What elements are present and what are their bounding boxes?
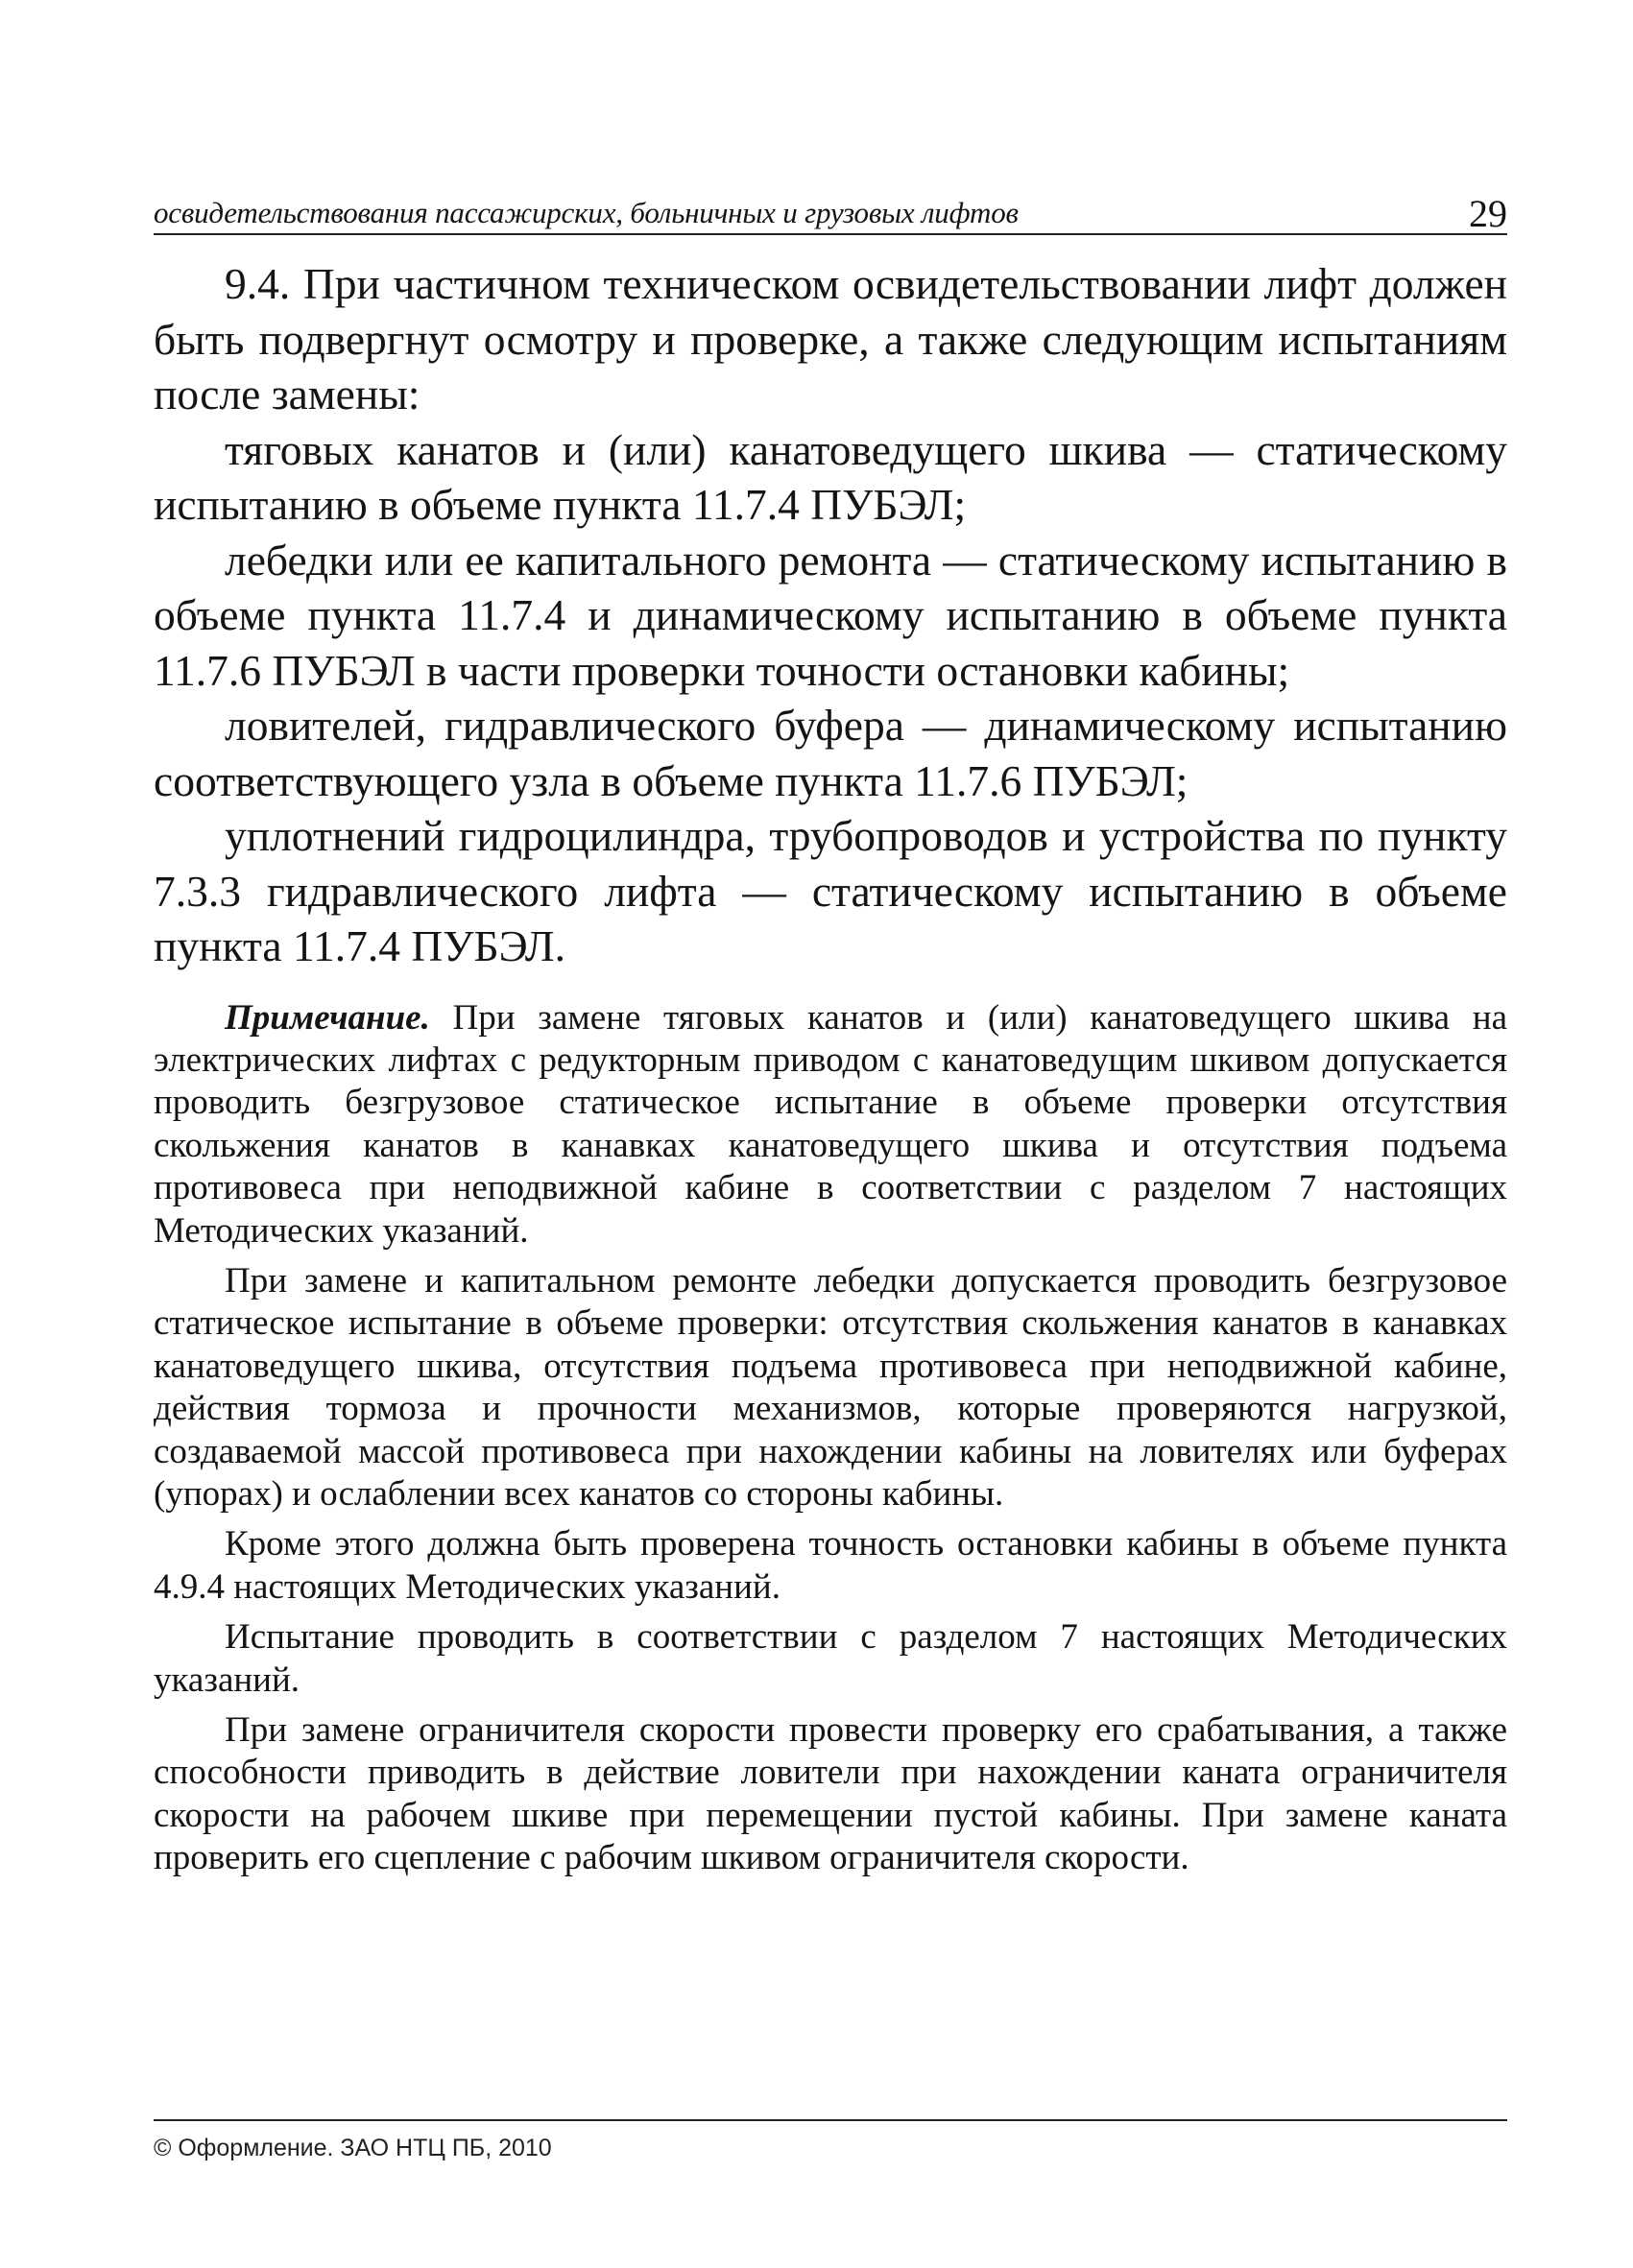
note-label: Примечание.: [225, 997, 430, 1038]
main-text: [154, 256, 1507, 974]
note-paragraph-speed-limiter: При замене ограничителя скорости провести проверку его срабатывания, а также способности приводить в действие ловители при нахождении каната ограничителя скорости на рабочем шкиве при перемещении пустой кабины. При замене каната проверить его сцепление с рабочим шкивом ограничителя скорости.: [154, 1710, 1507, 1878]
paragraph-9-4: 9.4. При частичном техническом освидетельствовании лифт должен быть подвергнут осмотру и проверке, а также следующим испытаниям после замены:: [154, 259, 1507, 418]
list-item-catchers: ловителей, гидравлического буфера — динамическому испытанию соответствующего узла в объеме пункта 11.7.6 ПУБЭЛ;: [154, 701, 1507, 805]
note-paragraph-winch: При замене и капитальном ремонте лебедки допускается проводить безгрузовое статическое испытание в объеме проверки: отсутствия скольжения канатов в канавках канатоведущего шкива, отсутствия подъема противовеса при неподвижной кабине, действия тормоза и прочности механизмов, которые проверяются нагрузкой, создаваемой массой противовеса при нахождении кабины на ловителях или буферах (упорах) и ослаблении всех канатов со стороны кабины.: [154, 1260, 1507, 1514]
document-page: [154, 187, 1507, 1888]
list-item-hydraulic-seals: уплотнений гидроцилиндра, трубопроводов и устройства по пункту 7.3.3 гидравлического лифта — статическому испытанию в объеме пункта 11.7.4 ПУБЭЛ.: [154, 811, 1507, 970]
notes-section: [154, 997, 1507, 1880]
note-paragraph-stop-accuracy: Кроме этого должна быть проверена точность остановки кабины в объеме пункта 4.9.4 настоящих Методических указаний.: [154, 1524, 1507, 1607]
page-number: 29: [1469, 192, 1507, 235]
note-paragraph: [154, 997, 1507, 1253]
running-title: освидетельствования пассажирских, больничных и грузовых лифтов: [154, 196, 1019, 229]
copyright-text: © Оформление. ЗАО НТЦ ПБ, 2010: [154, 2135, 552, 2161]
list-item-winch: лебедки или ее капитального ремонта — статическому испытанию в объеме пункта 11.7.4 и динамическому испытанию в объеме пункта 11.7.6 ПУБЭЛ в части проверки точности остановки кабины;: [154, 535, 1507, 695]
note-text: При замене тяговых канатов и (или) канатоведущего шкива на электрических лифтах с редукторным приводом с канатоведущим шкивом допускается проводить безгрузовое статическое испытание в объеме проверки отсутствия скольжения канатов в канавках канатоведущего шкива и отсутствия подъема противовеса при неподвижной кабине в соответствии с разделом 7 настоящих Методических указаний.: [154, 997, 1507, 1251]
note-paragraph-test-procedure: Испытание проводить в соответствии с разделом 7 настоящих Методических указаний.: [154, 1617, 1507, 1700]
page-footer: [154, 2119, 1507, 2162]
running-header: [154, 187, 1507, 235]
list-item-traction-ropes: тяговых канатов и (или) канатоведущего шкива — статическому испытанию в объеме пункта 11.7.4 ПУБЭЛ;: [154, 424, 1507, 529]
